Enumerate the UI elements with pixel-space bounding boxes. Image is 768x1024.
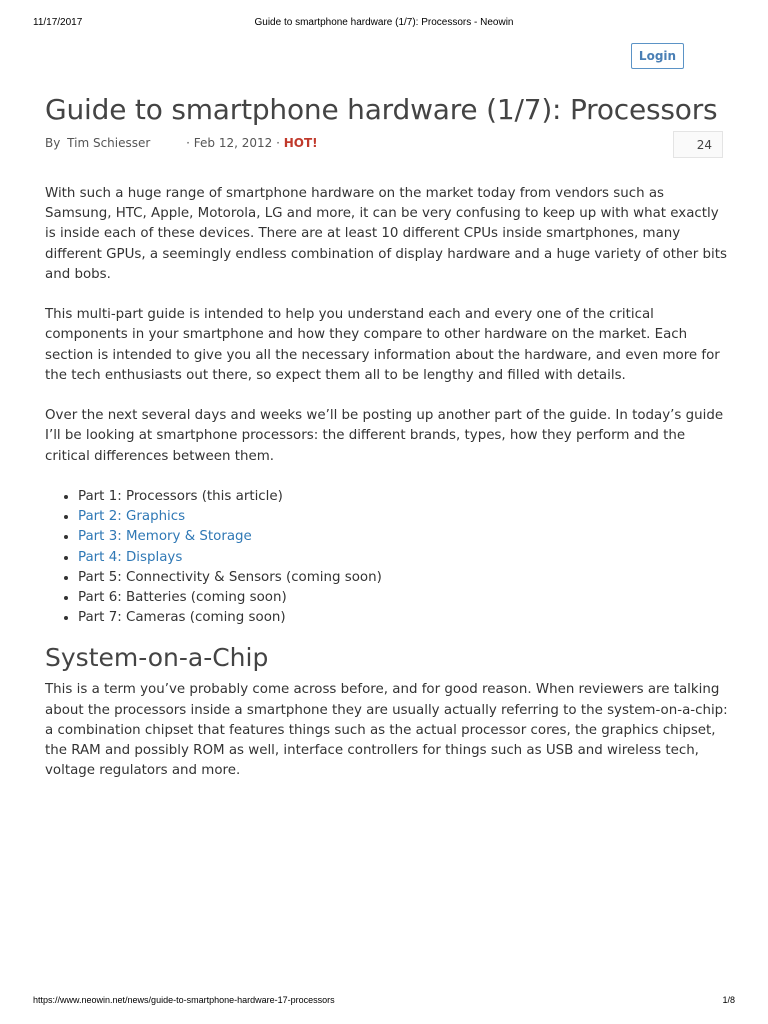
- schedule-paragraph: Over the next several days and weeks we’ll be posting up another part of the guide. In today’s guide I’ll be looking at smartphone processors: the different brands, types, how they perform and the critical differences between them.: [45, 408, 724, 464]
- author-link[interactable]: Tim Schiesser: [67, 136, 151, 150]
- series-parts-list: [45, 487, 729, 628]
- print-date: 11/17/2017: [33, 17, 83, 28]
- hot-badge: HOT!: [283, 136, 318, 150]
- part-item-2[interactable]: [78, 507, 729, 527]
- section-paragraph: This is a term you’ve probably come across before, and for good reason. When reviewers are talking about the processors inside a smartphone they are usually actually referring to the system-on-a-chip: a combination chipset that features things such as the actual processor cores, the graphics chipset, the RAM and possibly ROM as well, interface controllers for things such as USB and wireless tech, voltage regulators and more.: [45, 682, 728, 779]
- part-item-3[interactable]: [78, 527, 729, 547]
- part-item-5: • Part 5: Connectivity & Sensors (coming soon): [78, 568, 729, 588]
- part-2-link[interactable]: Part 2: Graphics: [78, 509, 186, 525]
- article-body: [45, 184, 729, 802]
- part-item-1: • Part 1: Processors (this article): [78, 487, 729, 507]
- byline: [45, 136, 318, 150]
- guide-paragraph: This multi-part guide is intended to help you understand each and every one of the critical components in your smartphone and how they compare to other hardware on the market. Each section is intended to give you all the necessary information about the hardware, and even more for the tech enthusiasts out there, so expect them all to be lengthy and filled with details.: [45, 307, 720, 383]
- print-page-number: 1/8: [722, 995, 735, 1005]
- article-title: Guide to smartphone hardware (1/7): Processors: [45, 93, 718, 126]
- comment-count-button[interactable]: [673, 131, 723, 158]
- print-page-title: Guide to smartphone hardware (1/7): Processors - Neowin: [254, 17, 514, 28]
- print-footer-url: https://www.neowin.net/news/guide-to-smartphone-hardware-17-processors: [33, 995, 335, 1005]
- part-item-6: • Part 6: Batteries (coming soon): [78, 588, 729, 608]
- byline-prefix: By: [45, 136, 61, 150]
- section-heading: System-on-a-Chip: [45, 643, 269, 673]
- part-item-4[interactable]: [78, 548, 729, 568]
- publish-date: · Feb 12, 2012 ·: [186, 136, 280, 150]
- intro-paragraph: With such a huge range of smartphone hardware on the market today from vendors such as Samsung, HTC, Apple, Motorola, LG and more, it can be very confusing to keep up with what exactly is inside each of these devices. There are at least 10 different CPUs inside smartphones, many different GPUs, a seemingly endless combination of display hardware and a huge variety of other bits and bobs.: [45, 186, 727, 282]
- comment-count: 24: [696, 137, 712, 152]
- part-item-7: • Part 7: Cameras (coming soon): [78, 608, 729, 628]
- login-button[interactable]: Login: [631, 43, 684, 69]
- part-4-link[interactable]: Part 4: Displays: [78, 549, 183, 565]
- part-3-link[interactable]: Part 3: Memory & Storage: [78, 529, 252, 545]
